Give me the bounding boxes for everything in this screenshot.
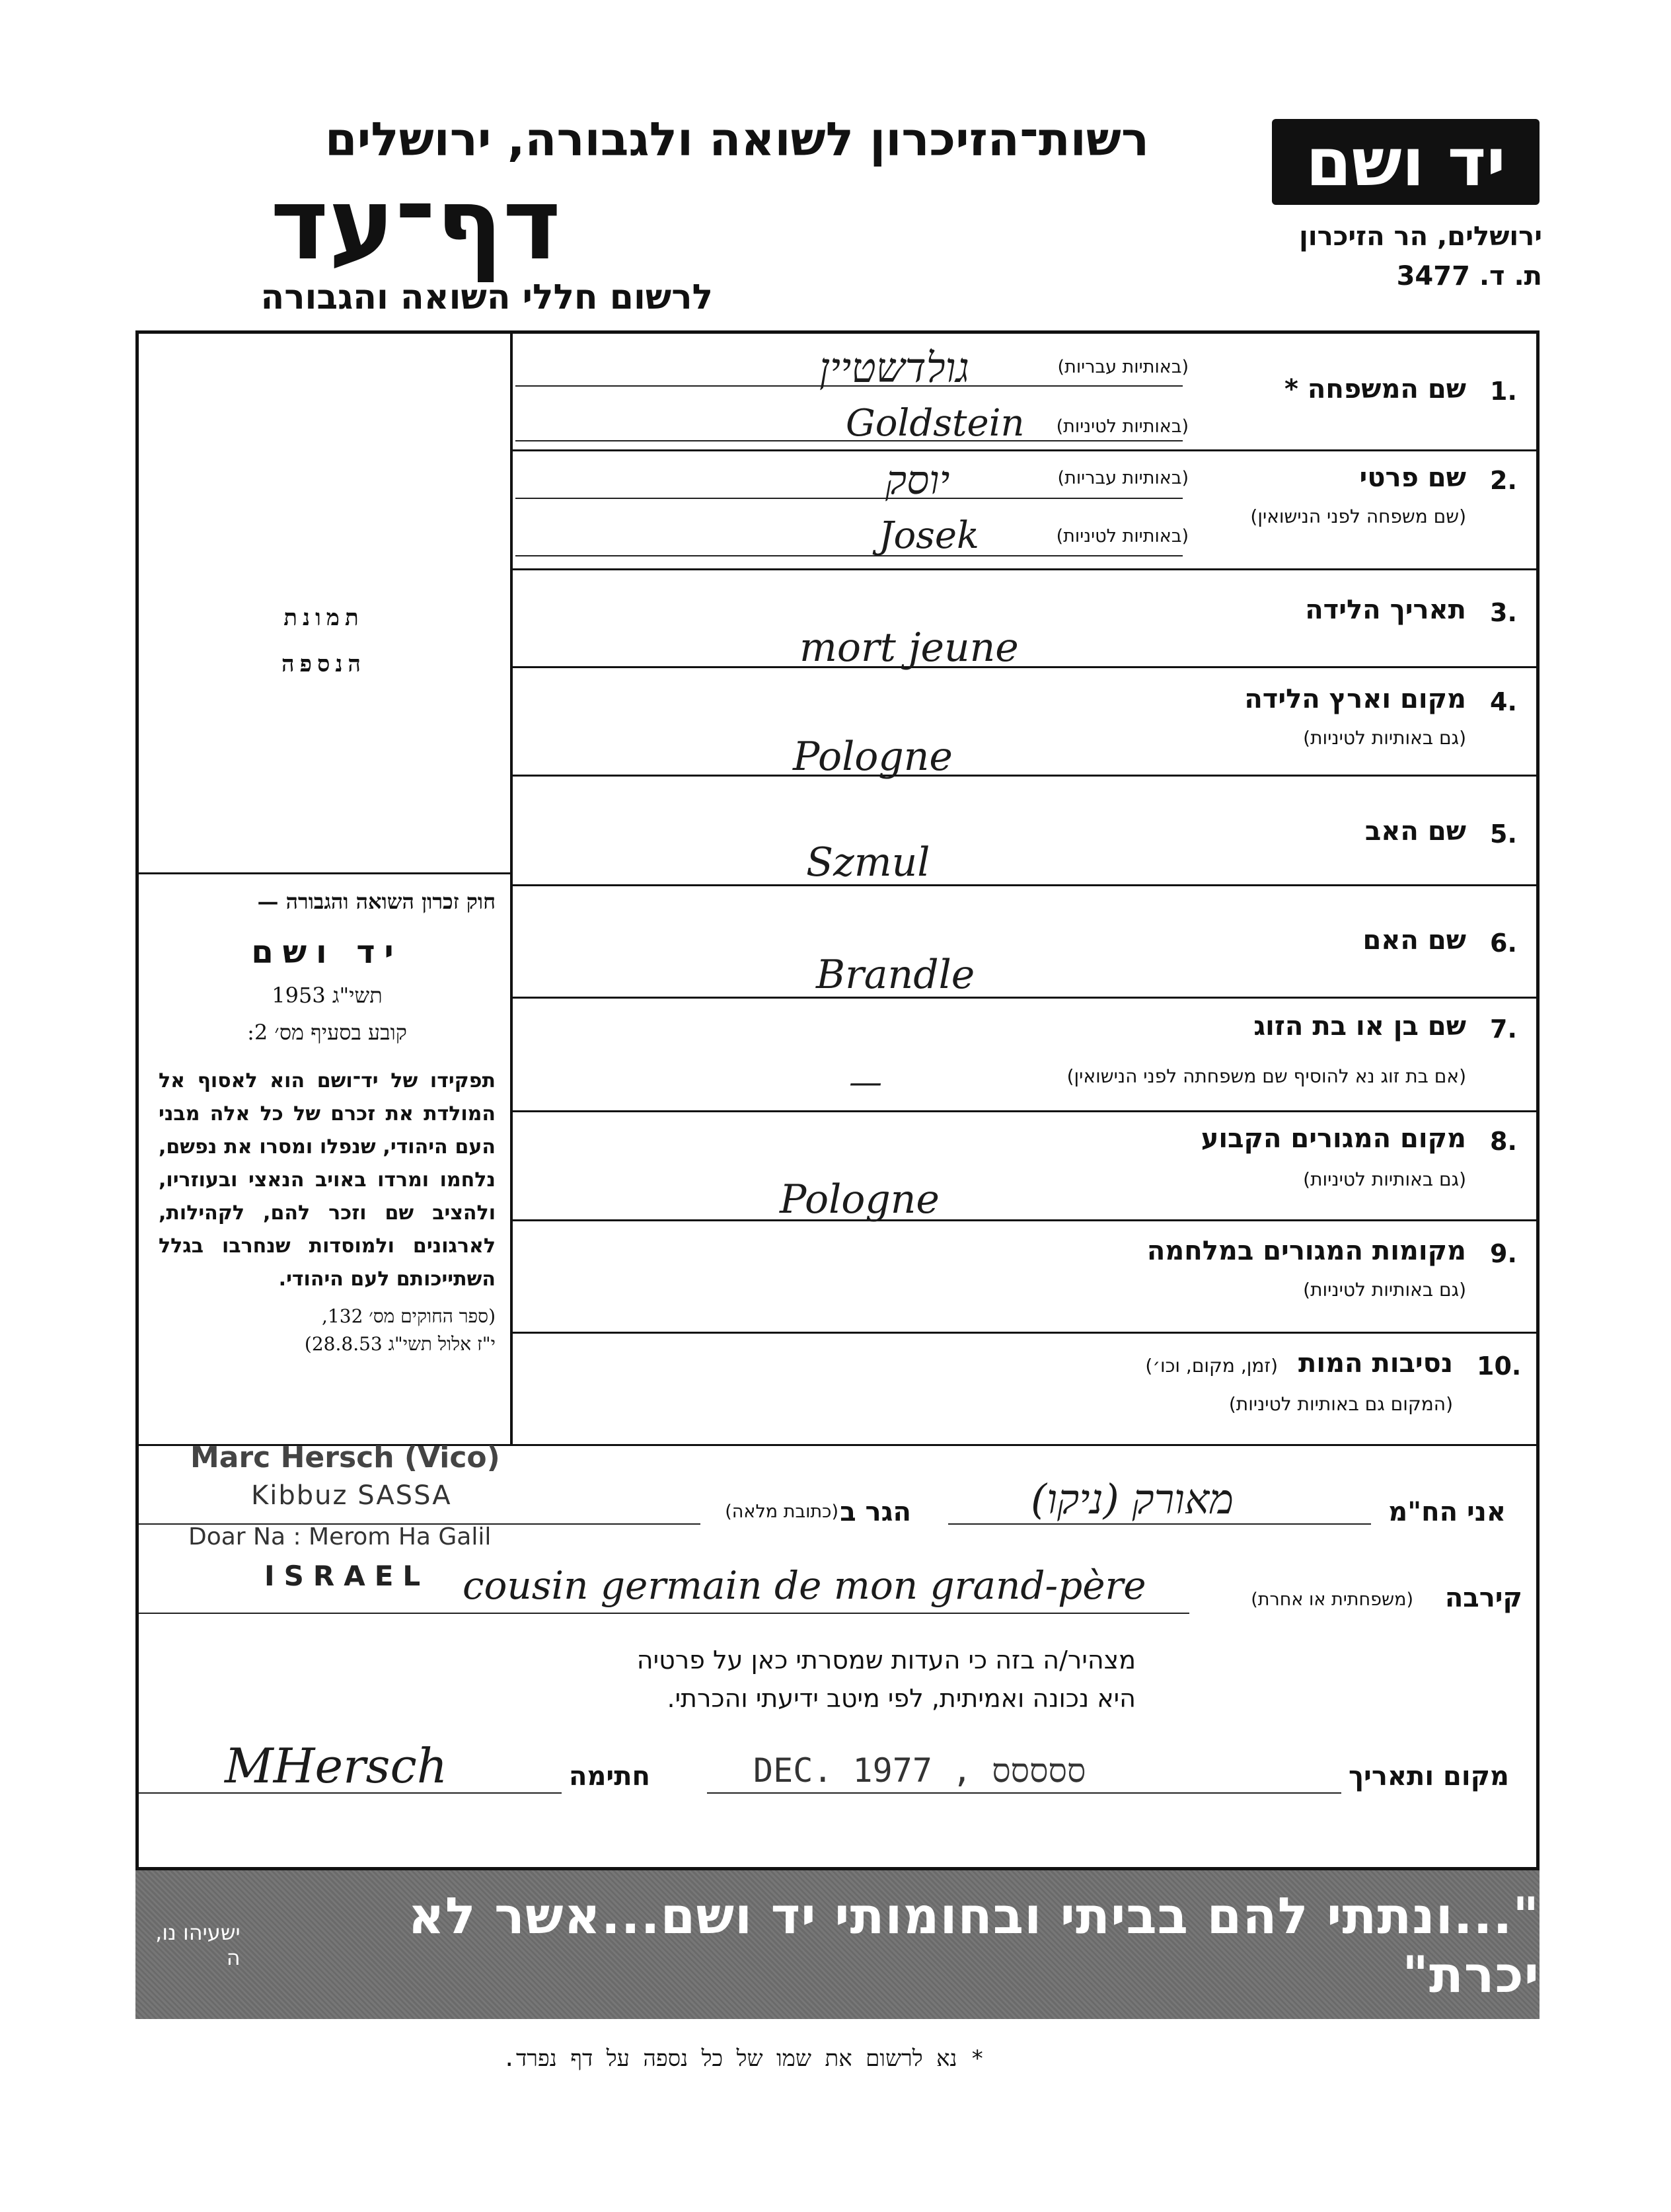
law-ref1: (ספר החוקים מס׳ 132, <box>322 1305 496 1327</box>
row-sep <box>512 666 1540 668</box>
field-2-value-latin[interactable]: Josek <box>879 514 979 557</box>
declarant-label: אני הח"מ <box>1388 1497 1506 1527</box>
org-name: רשות־הזיכרון לשואה ולגבורה, ירושלים <box>324 112 1149 167</box>
place-date-line <box>707 1792 1341 1794</box>
relation-hint: (משפחתית או אחרת) <box>1251 1589 1413 1610</box>
stamp-line3: Doar Na : Merom Ha Galil <box>188 1523 492 1550</box>
field-10-number: 10. <box>1477 1352 1522 1381</box>
field-2-value-hebrew[interactable]: יוסק <box>885 457 950 504</box>
photo-line1: תמונת <box>283 605 364 631</box>
row-sep <box>512 775 1540 777</box>
field-3-number: 3. <box>1490 598 1517 627</box>
address-line1: ירושלים, הר הזיכרון <box>1299 221 1542 252</box>
field-10-label: נסיבות המות <box>1298 1348 1453 1379</box>
field-10-label-note: (זמן, מקום, וכו׳) <box>1145 1355 1278 1377</box>
law-section <box>159 889 496 1355</box>
field-9-sub: (גם באותיות לטיניות) <box>1303 1279 1466 1301</box>
field-7-label: שם בן או בת הזוג <box>1253 1011 1466 1042</box>
stamp-line1: Marc Hersch (Vico) <box>190 1441 500 1474</box>
field-6-value[interactable]: Brandle <box>816 952 975 998</box>
field-2-line-a <box>515 498 1183 499</box>
row-sep <box>512 884 1540 886</box>
declaration-line2: היא נכונה ואמיתית, לפי מיטב ידיעתי והכרתי. <box>667 1684 1136 1713</box>
relation-line <box>139 1613 1189 1614</box>
field-5-number: 5. <box>1490 820 1517 849</box>
form-subtitle: לרשום חללי השואה והגבורה <box>260 278 713 317</box>
field-2-line-b <box>515 555 1183 556</box>
field-1-value-latin[interactable]: Goldstein <box>846 402 1025 445</box>
relation-value[interactable]: cousin germain de mon grand-père <box>463 1563 1146 1608</box>
field-9-number: 9. <box>1490 1239 1517 1268</box>
field-1-hint-hebrew: (באותיות עבריות) <box>1057 357 1189 377</box>
signature-value[interactable]: MHersch <box>225 1738 448 1794</box>
law-ref2: י"ז אלול תשי"ג 28.8.53) <box>304 1333 496 1355</box>
resident-label: הגר ב <box>840 1497 911 1527</box>
field-1-value-hebrew[interactable]: גולדשטיין <box>819 344 969 392</box>
law-body: תפקידו של יד־ושם הוא לאסוף אל המולדת את זכרם של כל אלה מבני העם היהודי, שנפלו ומסרו את נפשם, נלחמו ומרדו באויב הנאצי ובעוזריו, ולהציב שם וזכר להם, לקהילות, לארגונים ולמוסדות שנחרבו בגלל השתייכותם לעם היהודי. <box>159 1069 496 1291</box>
stamp-line4: ISRAEL <box>264 1560 430 1592</box>
field-4-label: מקום וארץ הלידה <box>1244 684 1466 714</box>
declaration-line1: מצהיר/ה בזה כי העדות שמסרתי כאן על פרטיה <box>636 1646 1136 1675</box>
column-divider <box>510 330 513 1444</box>
row-sep <box>512 1110 1540 1112</box>
field-5-label: שם האב <box>1364 816 1466 847</box>
field-3-value[interactable]: mort jeune <box>799 625 1019 671</box>
field-8-sub: (גם באותיות לטיניות) <box>1303 1168 1466 1190</box>
footnote: * נא לרשום את שמו של כל נספה על דף נפרד. <box>502 2045 984 2072</box>
photo-divider <box>139 872 510 874</box>
relation-label: קירבה <box>1444 1583 1522 1613</box>
field-4-value[interactable]: Pologne <box>793 734 953 780</box>
signature-label: חתימה <box>568 1761 650 1792</box>
address-hint: (כתובת מלאה) <box>725 1502 838 1522</box>
field-3-label: תאריך הלידה <box>1305 595 1466 625</box>
banner-source: ישעיהו נו, ה <box>155 1919 241 1970</box>
row-sep <box>512 1219 1540 1221</box>
form-title: דף־עד <box>270 167 561 282</box>
law-title: חוק זכרון השואה והגבורה — <box>257 889 496 914</box>
field-4-sub: (גם באותיות לטיניות) <box>1303 727 1466 749</box>
banner-quote: "...ונתתי להם בביתי ובחומותי יד ושם...אשר לא יכרת" <box>408 1886 1540 2004</box>
declarant-name-value[interactable]: מאורק (ניקו) <box>1031 1475 1234 1523</box>
field-1-label: שם המשפחה * <box>1284 374 1466 404</box>
law-section-ref: קובע בסעיף מס׳ 2: <box>247 1020 407 1045</box>
field-8-value[interactable]: Pologne <box>780 1176 940 1223</box>
logo-text: יד ושם <box>1306 123 1506 201</box>
field-5-value[interactable]: Szmul <box>806 839 930 886</box>
field-7-value[interactable]: — <box>849 1063 882 1101</box>
place-date-label: מקום ותאריך <box>1348 1761 1509 1792</box>
field-9-label: מקומות המגורים במלחמה <box>1146 1236 1466 1266</box>
law-year: תשי"ג 1953 <box>272 983 383 1008</box>
field-6-label: שם האם <box>1362 925 1466 956</box>
field-10-sub: (המקום גם באותיות לטיניות) <box>1228 1393 1453 1415</box>
field-1-number: 1. <box>1490 377 1517 406</box>
field-2-label: שם פרטי <box>1359 463 1466 493</box>
field-8-number: 8. <box>1490 1127 1517 1156</box>
law-name: יד ושם <box>251 934 403 971</box>
row-sep <box>512 997 1540 999</box>
row-sep <box>512 568 1540 570</box>
photo-line2: הנספה <box>281 651 366 677</box>
field-2-sub: (שם משפחה לפני הנישואין) <box>1250 506 1466 527</box>
field-2-hint-hebrew: (באותיות עבריות) <box>1057 468 1189 488</box>
row-sep <box>512 449 1540 451</box>
quote-banner <box>135 1870 1540 2019</box>
field-2-hint-latin: (באותיות לטיניות) <box>1056 526 1189 547</box>
yad-vashem-logo <box>1272 119 1540 205</box>
place-date-value[interactable]: DEC. 1977 , ססססס <box>753 1751 1086 1790</box>
field-7-number: 7. <box>1490 1014 1517 1044</box>
field-2-number: 2. <box>1490 466 1517 495</box>
field-8-label: מקום המגורים הקבוע <box>1201 1124 1466 1154</box>
field-7-sub: (אם בת זוג נא להוסיף שם משפחתה לפני הנישואין) <box>1066 1065 1466 1087</box>
photo-placeholder <box>139 595 509 687</box>
stamp-line2: Kibbuz SASSA <box>251 1480 452 1511</box>
field-1-hint-latin: (באותיות לטיניות) <box>1056 416 1189 437</box>
address-line2: ת. ד. 3477 <box>1396 261 1542 291</box>
row-sep <box>512 1332 1540 1334</box>
field-4-number: 4. <box>1490 687 1517 716</box>
field-6-number: 6. <box>1490 929 1517 958</box>
